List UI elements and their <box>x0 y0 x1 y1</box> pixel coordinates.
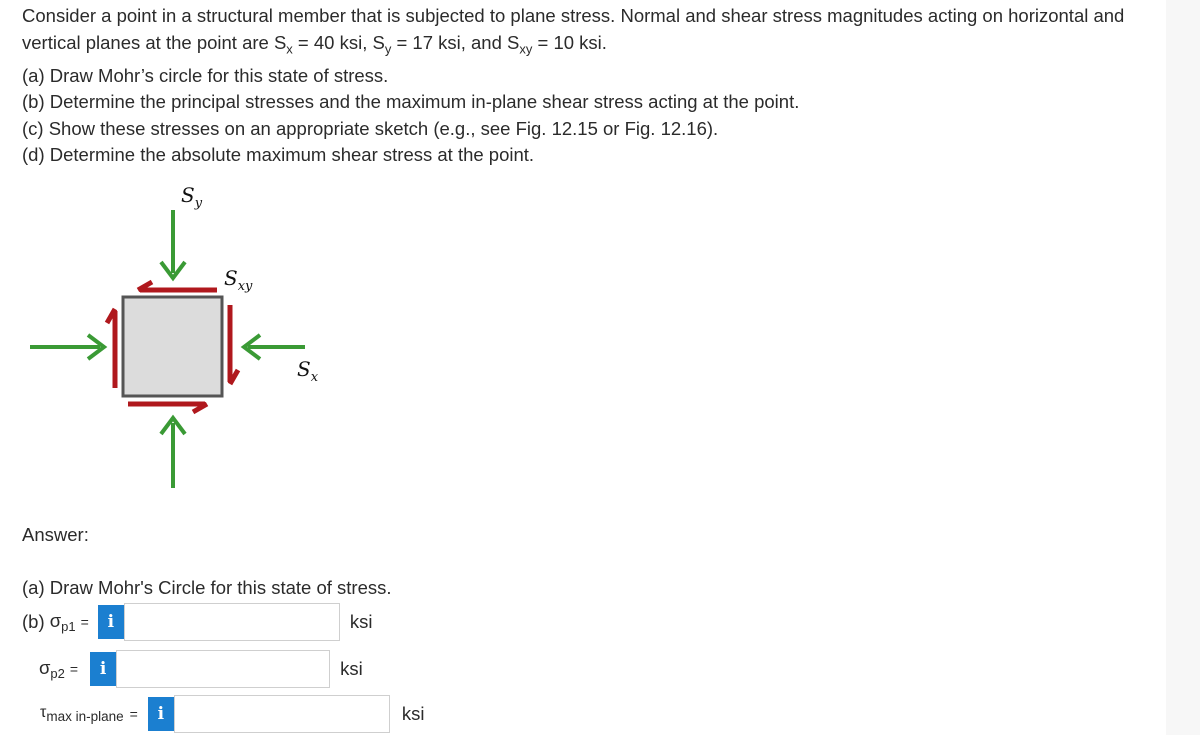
sigma-p2-input[interactable] <box>116 650 330 688</box>
answer-part-a: (a) Draw Mohr's Circle for this state of stress. <box>22 577 392 598</box>
info-icon[interactable]: i <box>90 652 116 686</box>
problem-statement <box>22 3 1162 169</box>
equals-sign: = <box>129 706 138 722</box>
sigma-p1-input[interactable] <box>124 603 340 641</box>
info-icon[interactable]: i <box>98 605 124 639</box>
b-prefix: (b) <box>22 611 50 632</box>
problem-intro: Consider a point in a structural member that is subjected to plane stress. Normal and shear stress magnitudes acting on horizontal and vertical planes at the point are $S_x = 40$ ksi, $S_y = 17$ ksi, and $S_{xy} = 10$ ksi. <box>22 5 1125 57</box>
row-tau-max <box>40 695 424 733</box>
row-sigma-p1 <box>22 603 372 641</box>
sigma-p1-label: $\sigma_{p1}$ <box>49 610 76 634</box>
problem-part-d: (d) Determine the absolute maximum shear stress at the point. <box>22 144 535 166</box>
row-sigma-p2 <box>39 650 363 688</box>
sx-left-arrow <box>30 335 104 359</box>
problem-part-c: (c) Show these stresses on an appropriate sketch (e.g., see Fig. 12.15 or Fig. 12.16). <box>22 117 719 139</box>
unit-ksi: ksi <box>349 611 373 632</box>
sy-arrow <box>161 210 185 278</box>
tau-max-input[interactable] <box>174 695 390 733</box>
sigma-p2-label: $\sigma_{p2}$ <box>39 657 65 681</box>
problem-part-b: (b) Determine the principal stresses and the maximum in-plane shear stress acting at the point. <box>22 91 800 113</box>
shear-arrow-left <box>107 309 115 388</box>
shear-arrow-bottom <box>128 404 207 412</box>
equals-sign: = <box>69 661 79 677</box>
stress-element-figure <box>20 178 360 498</box>
equals-sign: = <box>80 614 89 630</box>
unit-ksi: ksi <box>401 703 425 724</box>
tau-max-label: $\tau_{max in-plane}$ <box>40 704 124 724</box>
unit-ksi: ksi <box>340 658 363 679</box>
shear-arrow-top <box>138 282 217 290</box>
sy-bottom-arrow <box>161 418 185 488</box>
label-sy: $S_y$ <box>181 183 203 211</box>
right-scroll-gutter <box>1166 0 1200 735</box>
label-sx: $S_x$ <box>297 357 319 385</box>
shear-arrow-right <box>230 305 238 384</box>
problem-part-a: (a) Draw Mohr’s circle for this state of stress. <box>22 64 389 86</box>
sx-right-arrow <box>244 335 305 359</box>
answer-label: Answer: <box>22 524 89 545</box>
info-icon[interactable]: i <box>148 697 174 731</box>
stress-element <box>123 297 222 396</box>
label-sxy: $S_{xy}$ <box>224 266 253 294</box>
